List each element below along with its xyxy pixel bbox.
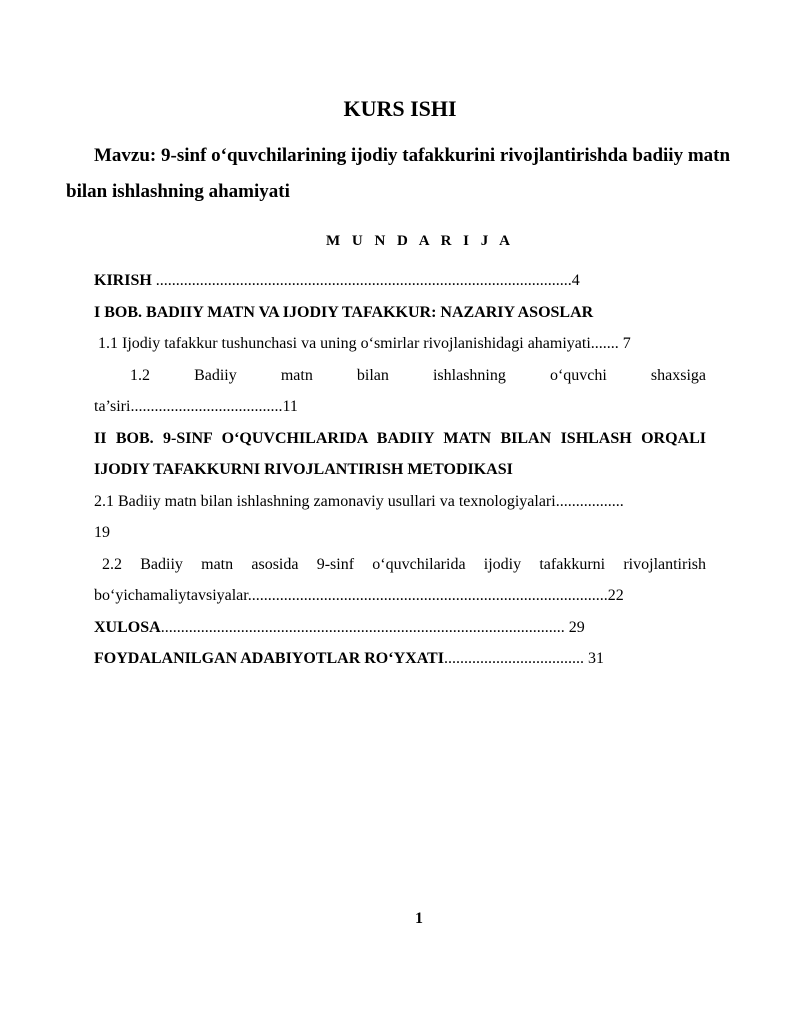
toc-entry-chapter-2[interactable] <box>94 423 706 486</box>
toc-page-number: 22 <box>607 587 624 604</box>
toc-entry-label: 1.1 Ijodiy tafakkur tushunchasi va uning o‘smirlar rivojlanishidagi ahamiyati <box>98 335 591 352</box>
toc-entry-kirish[interactable] <box>94 265 706 297</box>
toc-page-number: 19 <box>94 524 110 541</box>
toc-entry-references[interactable] <box>94 643 706 675</box>
table-of-contents <box>94 265 706 675</box>
toc-entry-label: I BOB. BADIIY MATN VA IJODIY TAFAKKUR: NAZARIY ASOSLAR <box>94 303 594 321</box>
document-topic: Mavzu: 9-sinf o‘quvchilarining ijodiy tafakkurini rivojlantirishda badiiy matn bilan ishlashning ahamiyati <box>66 145 731 202</box>
toc-entry-chapter-1[interactable] <box>94 297 706 329</box>
toc-entry-label: XULOSA <box>94 618 161 636</box>
toc-page-number: 4 <box>571 272 580 289</box>
toc-leader-dots: ..................................................................................................... <box>160 618 565 636</box>
table-of-contents-heading: M U N D A R I J A <box>325 233 514 249</box>
toc-entry-label-continued: ta’siri <box>94 398 131 415</box>
toc-entry-section-1-1[interactable] <box>94 328 706 360</box>
page-number: 1 <box>415 910 423 927</box>
toc-page-number: 29 <box>564 618 585 636</box>
toc-entry-label: 2.2 Badiiy matn asosida 9-sinf o‘quvchilarida ijodiy tafakkurni rivojlantirish bo‘yichamaliytavsiyalar <box>94 555 706 604</box>
toc-entry-label: FOYDALANILGAN ADABIYOTLAR RO‘YXATI <box>94 650 444 667</box>
toc-leader-dots: .......................................................................................... <box>247 587 608 604</box>
toc-entry-xulosa[interactable] <box>94 612 706 644</box>
toc-page-number: 7 <box>618 335 631 352</box>
toc-page-number: 11 <box>282 398 298 415</box>
toc-leader-dots: ........................................................................................................ <box>151 272 572 289</box>
toc-entry-label: 2.1 Badiiy matn bilan ishlashning zamonaviy usullari va texnologiyalari <box>94 492 556 510</box>
toc-leader-dots: ................................... <box>443 650 584 667</box>
toc-entry-label: KIRISH <box>94 272 152 289</box>
toc-entry-label: II BOB. 9-SINF O‘QUVCHILARIDA BADIIY MATN BILAN ISHLASH ORQALI IJODIY TAFAKKURNI RIVOJLANTIRISH METODIKASI <box>94 429 706 478</box>
toc-leader-dots: ...................................... <box>130 398 283 415</box>
document-title: KURS ISHI <box>343 96 457 121</box>
toc-entry-section-1-2[interactable] <box>94 360 706 423</box>
toc-entry-section-2-1[interactable] <box>94 486 706 549</box>
toc-leader-dots: ................. <box>555 492 624 510</box>
toc-page-number: 31 <box>583 650 604 667</box>
toc-leader-dots: ....... <box>590 335 619 352</box>
toc-entry-section-2-2[interactable] <box>94 549 706 612</box>
toc-entry-label: 1.2 Badiiy matn bilan ishlashning o‘quvchi shaxsiga <box>130 366 706 384</box>
